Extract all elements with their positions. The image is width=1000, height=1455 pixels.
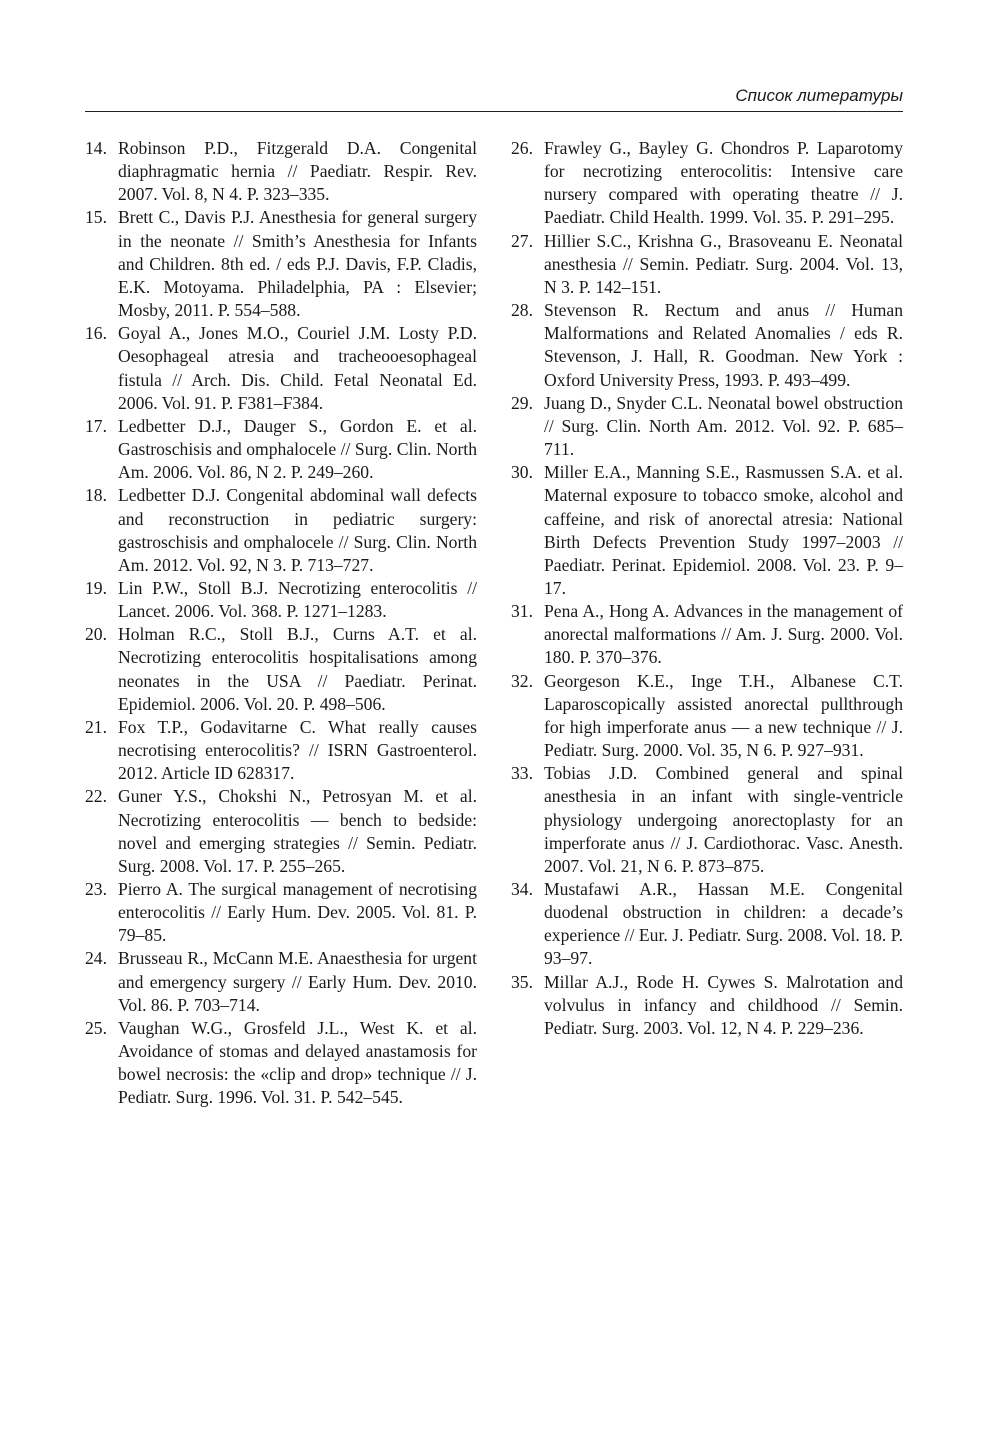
reference-item [511,392,903,461]
reference-item [511,230,903,299]
reference-item [511,971,903,1040]
reference-text: Holman R.C., Stoll B.J., Curns A.T. et al. Necrotizing enterocolitis hospitalisations among neonates in the USA // Paediatr. Perinat. Epidemiol. 2006. Vol. 20. P. 498–506. [118,624,477,714]
reference-text: Hillier S.C., Krishna G., Brasoveanu E. Neonatal anesthesia // Semin. Pediatr. Surg. 2004. Vol. 13, N 3. P. 142–151. [544,230,903,297]
reference-item [85,785,477,878]
reference-item [511,762,903,878]
reference-number: 28. [511,300,533,321]
reference-text: Guner Y.S., Chokshi N., Petrosyan M. et al. Necrotizing enterocolitis — bench to bedside: novel and emerging strategies // Semin. Pediatr. Surg. 2008. Vol. 17. P. 255–265. [118,786,477,876]
reference-text: Lin P.W., Stoll B.J. Necrotizing enterocolitis // Lancet. 2006. Vol. 368. P. 1271–1283. [118,577,477,622]
reference-item [85,415,477,484]
reference-number: 22. [85,786,107,807]
reference-text: Pena A., Hong A. Advances in the management of anorectal malformations // Am. J. Surg. 2000. Vol. 180. P. 370–376. [544,601,903,668]
reference-item [511,670,903,763]
reference-number: 18. [85,485,107,506]
reference-text: Robinson P.D., Fitzgerald D.A. Congenital diaphragmatic hernia // Paediatr. Respir. Rev. 2007. Vol. 8, N 4. P. 323–335. [118,138,477,205]
reference-number: 31. [511,601,533,622]
reference-column-left [85,137,477,1110]
reference-text: Brusseau R., McCann M.E. Anaesthesia for urgent and emergency surgery // Early Hum. Dev. 2010. Vol. 86. P. 703–714. [118,948,477,1015]
reference-item [85,947,477,1016]
reference-number: 29. [511,392,533,413]
reference-item [511,600,903,669]
reference-number: 17. [85,415,107,436]
reference-number: 33. [511,763,533,784]
reference-text: Pierro A. The surgical management of necrotising enterocolitis // Early Hum. Dev. 2005. Vol. 81. P. 79–85. [118,879,477,946]
reference-text: Stevenson R. Rectum and anus // Human Malformations and Related Anomalies / eds R. Stevenson, J. Hall, R. Goodman. New York : Oxford University Press, 1993. P. 493–499. [544,300,903,390]
reference-item [511,461,903,600]
reference-text: Ledbetter D.J. Congenital abdominal wall defects and reconstruction in pediatric surgery: gastroschisis and omphalocele // Surg. Clin. North Am. 2012. Vol. 92, N 3. P. 713–727. [118,485,477,575]
reference-number: 23. [85,879,107,899]
reference-text: Brett C., Davis P.J. Anesthesia for general surgery in the neonate // Smith’s Anesthesia for Infants and Children. 8th ed. / eds P.J. Davis, F.P. Cladis, E.K. Motoyama. Philadelphia, PA : Elsevier; Mosby, 2011. P. 554–588. [118,207,477,321]
reference-item [85,623,477,716]
reference-text: Goyal A., Jones M.O., Couriel J.M. Losty P.D. Oesophageal atresia and tracheooesophageal fistula // Arch. Dis. Child. Fetal Neonatal Ed. 2006. Vol. 91. P. F381–F384. [118,323,477,413]
reference-text: Millar A.J., Rode H. Cywes S. Malrotation and volvulus in infancy and childhood // Semin. Pediatr. Surg. 2003. Vol. 12, N 4. P. 229–236. [544,971,903,1038]
reference-item [85,206,477,322]
reference-item [85,137,477,206]
reference-column-right [511,137,903,1110]
reference-item [85,484,477,577]
reference-text: Tobias J.D. Combined general and spinal anesthesia in an infant with single-ventricle physiology undergoing anorectoplasty for an imperforate anus // J. Cardiothorac. Vasc. Anesth. 2007. Vol. 21, N 6. P. 873–875. [544,763,903,876]
reference-item [85,577,477,623]
reference-number: 34. [511,879,533,899]
reference-number: 19. [85,577,107,598]
reference-item [85,322,477,415]
reference-number: 35. [511,971,533,992]
reference-text: Georgeson K.E., Inge T.H., Albanese C.T. Laparoscopically assisted anorectal pullthrough for high imperforate anus — a new technique // J. Pediatr. Surg. 2000. Vol. 35, N 6. P. 927–931. [544,670,903,761]
reference-number: 25. [85,1017,107,1038]
reference-number: 21. [85,716,107,737]
reference-number: 15. [85,207,107,228]
reference-item [85,1017,477,1110]
reference-item [511,137,903,230]
references-body [85,137,903,1110]
reference-text: Frawley G., Bayley G. Chondros P. Laparotomy for necrotizing enterocolitis: Intensive care nursery compared with operating theatre // J. Paediatr. Child Health. 1999. Vol. 35. P. 291–295. [544,138,903,228]
reference-item [511,878,903,971]
reference-text: Fox T.P., Godavitarne C. What really causes necrotising enterocolitis? // ISRN Gastroenterol. 2012. Article ID 628317. [118,716,477,784]
reference-number: 14. [85,138,107,158]
reference-number: 24. [85,948,107,969]
reference-number: 27. [511,230,533,251]
reference-number: 26. [511,138,533,158]
reference-item [85,716,477,785]
reference-text: Mustafawi A.R., Hassan M.E. Congenital duodenal obstruction in children: a decade’s experience // Eur. J. Pediatr. Surg. 2008. Vol. 18. P. 93–97. [544,879,903,969]
running-header [85,84,903,112]
reference-number: 16. [85,323,107,344]
reference-item [85,878,477,947]
reference-number: 32. [511,670,533,691]
reference-text: Vaughan W.G., Grosfeld J.L., West K. et al. Avoidance of stomas and delayed anastamosis for bowel necrosis: the «clip and drop» technique // J. Pediatr. Surg. 1996. Vol. 31. P. 542–545. [118,1017,477,1108]
reference-text: Ledbetter D.J., Dauger S., Gordon E. et al. Gastroschisis and omphalocele // Surg. Clin. North Am. 2006. Vol. 86, N 2. P. 249–260. [118,415,477,483]
reference-item [511,299,903,392]
reference-number: 30. [511,462,533,483]
reference-number: 20. [85,624,107,645]
reference-text: Miller E.A., Manning S.E., Rasmussen S.A. et al. Maternal exposure to tobacco smoke, alcohol and caffeine, and risk of anorectal atresia: National Birth Defects Prevention Study 1997–2003 // Paediatr. Perinat. Epidemiol. 2008. Vol. 23. P. 9–17. [544,462,903,598]
reference-text: Juang D., Snyder C.L. Neonatal bowel obstruction // Surg. Clin. North Am. 2012. Vol. 92. P. 685–711. [544,392,903,460]
section-title: Список литературы [735,86,903,105]
